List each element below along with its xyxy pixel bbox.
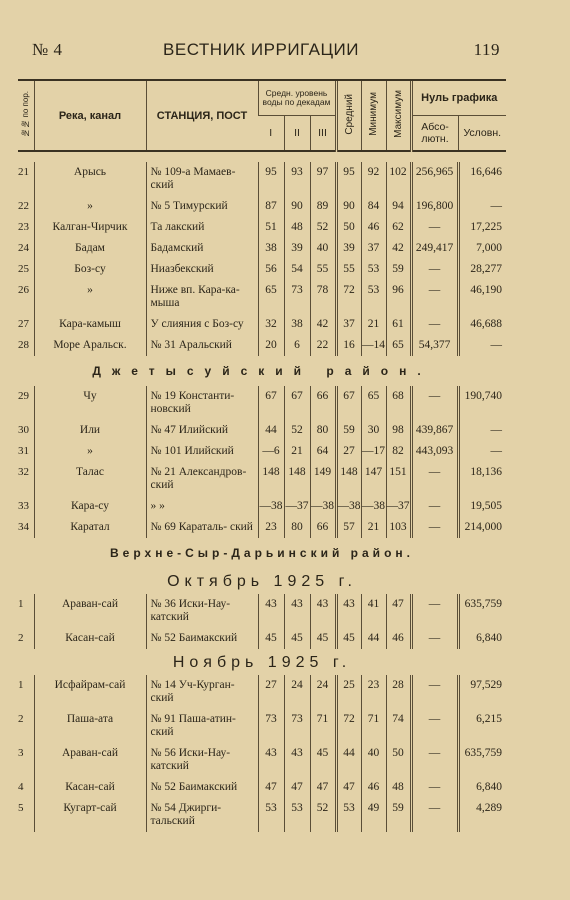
- cell-min: 53: [361, 259, 386, 280]
- table-row: [18, 280, 506, 314]
- cell-no: 3: [18, 747, 24, 759]
- cell-min: 53: [361, 280, 386, 314]
- cell-river: Калган-Чирчик: [34, 217, 146, 238]
- cell-cond: 635,759: [458, 594, 506, 628]
- cell-abs: —: [411, 798, 458, 832]
- cell-d1: 20: [258, 335, 284, 356]
- water-level-table: [18, 79, 506, 867]
- cell-min: —38: [361, 496, 386, 517]
- page-header: [22, 34, 500, 64]
- cell-station: Та лакский: [146, 217, 258, 238]
- cell-river: Бадам: [34, 238, 146, 259]
- cell-cond: 46,190: [458, 280, 506, 314]
- cell-cond: 6,840: [458, 628, 506, 649]
- cell-d1: 65: [258, 280, 284, 314]
- cell-min: —14: [361, 335, 386, 356]
- cell-no: 28: [18, 339, 29, 351]
- cell-max: 47: [386, 594, 411, 628]
- col-header-decades: Средн. уровень воды по декадам: [258, 81, 336, 116]
- cell-d2: 93: [284, 162, 310, 196]
- cell-station: № 109-а Мамаев- ский: [146, 162, 258, 196]
- cell-d3: 22: [310, 335, 336, 356]
- cell-d3: 80: [310, 420, 336, 441]
- cell-cond: 6,840: [458, 777, 506, 798]
- cell-cond: —: [458, 196, 506, 217]
- col-header-avg: Средний: [336, 81, 361, 151]
- month-title: Октябрь 1925 г.: [167, 572, 357, 590]
- cell-station: № 52 Баимакский: [146, 777, 258, 798]
- table-row: [18, 709, 506, 743]
- table-row: [18, 675, 506, 709]
- cell-min: 65: [361, 386, 386, 420]
- cell-avg: 55: [336, 259, 361, 280]
- cell-avg: 57: [336, 517, 361, 538]
- cell-cond: —: [458, 335, 506, 356]
- cell-no: 5: [18, 802, 24, 814]
- cell-river: Араван-сай: [34, 743, 146, 777]
- cell-d2: 21: [284, 441, 310, 462]
- cell-d1: 45: [258, 628, 284, 649]
- cell-min: 30: [361, 420, 386, 441]
- cell-station: № 5 Тимурский: [146, 196, 258, 217]
- cell-d2: 148: [284, 462, 310, 496]
- cell-d2: 24: [284, 675, 310, 709]
- cell-min: 84: [361, 196, 386, 217]
- cell-abs: —: [411, 496, 458, 517]
- cell-d3: 55: [310, 259, 336, 280]
- cell-min: 21: [361, 517, 386, 538]
- cell-avg: 47: [336, 777, 361, 798]
- cell-station: № 19 Константи- новский: [146, 386, 258, 420]
- cell-no: 34: [18, 521, 29, 533]
- cell-d2: 43: [284, 743, 310, 777]
- cell-d2: 80: [284, 517, 310, 538]
- cell-max: 48: [386, 777, 411, 798]
- cell-d1: 67: [258, 386, 284, 420]
- cell-cond: 6,215: [458, 709, 506, 743]
- cell-d3: —38: [310, 496, 336, 517]
- cell-max: 103: [386, 517, 411, 538]
- cell-station: У слияния с Боз-су: [146, 314, 258, 335]
- cell-d3: 64: [310, 441, 336, 462]
- cell-d2: 54: [284, 259, 310, 280]
- spacer-row: [18, 151, 506, 162]
- cell-min: 46: [361, 777, 386, 798]
- cell-abs: —: [411, 280, 458, 314]
- cell-d2: 90: [284, 196, 310, 217]
- cell-avg: 59: [336, 420, 361, 441]
- cell-station: » »: [146, 496, 258, 517]
- cell-d2: 73: [284, 280, 310, 314]
- cell-d1: 43: [258, 594, 284, 628]
- cell-no: 24: [18, 242, 29, 254]
- cell-cond: 7,000: [458, 238, 506, 259]
- table-row: [18, 441, 506, 462]
- cell-avg: 148: [336, 462, 361, 496]
- cell-d1: 38: [258, 238, 284, 259]
- cell-d3: 66: [310, 386, 336, 420]
- cell-max: 94: [386, 196, 411, 217]
- col-header-river: Река, канал: [34, 81, 146, 151]
- cell-d1: 56: [258, 259, 284, 280]
- cell-max: 102: [386, 162, 411, 196]
- cell-cond: —: [458, 441, 506, 462]
- cell-river: »: [34, 280, 146, 314]
- cell-min: —17: [361, 441, 386, 462]
- cell-station: № 69 Караталь- ский: [146, 517, 258, 538]
- table-row: [18, 217, 506, 238]
- cell-river: Арысь: [34, 162, 146, 196]
- cell-d1: 47: [258, 777, 284, 798]
- issue-number: № 4: [32, 40, 63, 59]
- cell-abs: —: [411, 386, 458, 420]
- section-heading: [18, 538, 506, 568]
- cell-max: 151: [386, 462, 411, 496]
- cell-river: »: [34, 196, 146, 217]
- cell-d1: 87: [258, 196, 284, 217]
- cell-d1: 51: [258, 217, 284, 238]
- col-header-cond: Условн.: [458, 116, 506, 152]
- cell-river: Боз-су: [34, 259, 146, 280]
- cell-avg: 27: [336, 441, 361, 462]
- cell-river: »: [34, 441, 146, 462]
- cell-max: 59: [386, 798, 411, 832]
- table-row: [18, 517, 506, 538]
- cell-d1: —38: [258, 496, 284, 517]
- table-row: [18, 420, 506, 441]
- cell-avg: 53: [336, 798, 361, 832]
- cell-avg: 72: [336, 709, 361, 743]
- cell-d2: 45: [284, 628, 310, 649]
- cell-river: Или: [34, 420, 146, 441]
- cell-d3: 66: [310, 517, 336, 538]
- cell-min: 40: [361, 743, 386, 777]
- cell-no: 2: [18, 713, 24, 725]
- col-header-abs: Абсо- лютн.: [411, 116, 458, 152]
- cell-avg: 43: [336, 594, 361, 628]
- cell-station: Бадамский: [146, 238, 258, 259]
- col-header-d2: II: [284, 116, 310, 152]
- cell-station: № 36 Иски-Нау- катский: [146, 594, 258, 628]
- cell-abs: —: [411, 777, 458, 798]
- cell-cond: 18,136: [458, 462, 506, 496]
- cell-d3: 42: [310, 314, 336, 335]
- cell-min: 71: [361, 709, 386, 743]
- cell-abs: —: [411, 517, 458, 538]
- cell-no: 1: [18, 598, 24, 610]
- cell-d2: 47: [284, 777, 310, 798]
- cell-max: 28: [386, 675, 411, 709]
- cell-max: 96: [386, 280, 411, 314]
- cell-station: № 47 Илийский: [146, 420, 258, 441]
- cell-max: 98: [386, 420, 411, 441]
- table-row: [18, 777, 506, 798]
- cell-abs: 196,800: [411, 196, 458, 217]
- cell-min: 92: [361, 162, 386, 196]
- cell-min: 44: [361, 628, 386, 649]
- cell-cond: 17,225: [458, 217, 506, 238]
- cell-abs: —: [411, 743, 458, 777]
- cell-max: 74: [386, 709, 411, 743]
- cell-d2: 39: [284, 238, 310, 259]
- cell-d1: 23: [258, 517, 284, 538]
- cell-abs: —: [411, 709, 458, 743]
- cell-max: 62: [386, 217, 411, 238]
- cell-station: № 52 Баимакский: [146, 628, 258, 649]
- cell-avg: 45: [336, 628, 361, 649]
- table-row: [18, 628, 506, 649]
- cell-d1: 32: [258, 314, 284, 335]
- cell-avg: 44: [336, 743, 361, 777]
- month-title: Ноябрь 1925 г.: [172, 653, 352, 671]
- cell-avg: 39: [336, 238, 361, 259]
- cell-cond: 635,759: [458, 743, 506, 777]
- cell-abs: —: [411, 259, 458, 280]
- table-row: [18, 238, 506, 259]
- cell-avg: —38: [336, 496, 361, 517]
- cell-river: Исфайрам-сай: [34, 675, 146, 709]
- cell-no: 30: [18, 424, 29, 436]
- cell-d3: 43: [310, 594, 336, 628]
- cell-cond: 16,646: [458, 162, 506, 196]
- journal-title: ВЕСТНИК ИРРИГАЦИИ: [163, 40, 359, 59]
- col-header-zero: Нуль графика: [411, 81, 506, 116]
- cell-station: № 56 Иски-Нау- катский: [146, 743, 258, 777]
- section-title: Верхне-Сыр-Дарьинский район.: [110, 545, 414, 560]
- table-row: [18, 496, 506, 517]
- cell-d3: 52: [310, 217, 336, 238]
- cell-no: 22: [18, 200, 29, 212]
- cell-d1: 53: [258, 798, 284, 832]
- cell-max: 42: [386, 238, 411, 259]
- page-number: 119: [473, 40, 500, 59]
- cell-min: 49: [361, 798, 386, 832]
- cell-river: Касан-сай: [34, 628, 146, 649]
- cell-river: Кугарт-сай: [34, 798, 146, 832]
- cell-river: Талас: [34, 462, 146, 496]
- cell-d3: 40: [310, 238, 336, 259]
- month-heading: [18, 568, 506, 594]
- cell-max: 59: [386, 259, 411, 280]
- cell-d2: 73: [284, 709, 310, 743]
- cell-station: № 91 Паша-атин- ский: [146, 709, 258, 743]
- cell-d3: 45: [310, 743, 336, 777]
- cell-station: № 31 Аральский: [146, 335, 258, 356]
- cell-d3: 24: [310, 675, 336, 709]
- cell-d2: 38: [284, 314, 310, 335]
- cell-max: 82: [386, 441, 411, 462]
- cell-avg: 72: [336, 280, 361, 314]
- cell-no: 2: [18, 632, 24, 644]
- table-row: [18, 386, 506, 420]
- cell-abs: 256,965: [411, 162, 458, 196]
- cell-max: 46: [386, 628, 411, 649]
- cell-d2: —37: [284, 496, 310, 517]
- col-header-max: Максимум: [386, 81, 411, 151]
- cell-no: 26: [18, 284, 29, 296]
- cell-cond: 19,505: [458, 496, 506, 517]
- table-row: [18, 594, 506, 628]
- cell-abs: —: [411, 314, 458, 335]
- cell-station: № 21 Александров- ский: [146, 462, 258, 496]
- cell-station: Ниже вп. Кара-ка- мыша: [146, 280, 258, 314]
- table-row: [18, 196, 506, 217]
- cell-d3: 149: [310, 462, 336, 496]
- cell-no: 29: [18, 390, 29, 402]
- cell-cond: 46,688: [458, 314, 506, 335]
- cell-avg: 16: [336, 335, 361, 356]
- cell-no: 1: [18, 679, 24, 691]
- cell-river: Каратал: [34, 517, 146, 538]
- table-body: [18, 151, 506, 832]
- col-header-d3: III: [310, 116, 336, 152]
- cell-d3: 47: [310, 777, 336, 798]
- cell-river: Араван-сай: [34, 594, 146, 628]
- col-header-d1: I: [258, 116, 284, 152]
- cell-d3: 71: [310, 709, 336, 743]
- cell-no: 4: [18, 781, 24, 793]
- col-header-min: Минимум: [361, 81, 386, 151]
- table-row: [18, 259, 506, 280]
- cell-river: Паша-ата: [34, 709, 146, 743]
- table-row: [18, 162, 506, 196]
- table-row: [18, 462, 506, 496]
- section-heading: [18, 356, 506, 386]
- cell-no: 32: [18, 466, 29, 478]
- table-header: [18, 81, 506, 151]
- cell-river: Касан-сай: [34, 777, 146, 798]
- section-title: Джетысуйский район.: [92, 363, 432, 378]
- col-header-station: СТАНЦИЯ, ПОСТ: [146, 81, 258, 151]
- cell-min: 46: [361, 217, 386, 238]
- cell-cond: 4,289: [458, 798, 506, 832]
- cell-no: 33: [18, 500, 29, 512]
- cell-river: Кара-су: [34, 496, 146, 517]
- cell-max: 61: [386, 314, 411, 335]
- cell-min: 37: [361, 238, 386, 259]
- cell-no: 21: [18, 166, 29, 178]
- cell-d2: 43: [284, 594, 310, 628]
- cell-cond: 190,740: [458, 386, 506, 420]
- cell-abs: 54,377: [411, 335, 458, 356]
- cell-cond: 28,277: [458, 259, 506, 280]
- cell-station: Ниазбекский: [146, 259, 258, 280]
- cell-d2: 52: [284, 420, 310, 441]
- month-heading: [18, 649, 506, 675]
- cell-max: 68: [386, 386, 411, 420]
- cell-cond: —: [458, 420, 506, 441]
- col-header-no: №№ по пор.: [21, 90, 31, 138]
- table-row: [18, 335, 506, 356]
- cell-min: 21: [361, 314, 386, 335]
- cell-river: Чу: [34, 386, 146, 420]
- cell-abs: —: [411, 462, 458, 496]
- cell-min: 147: [361, 462, 386, 496]
- cell-station: № 101 Илийский: [146, 441, 258, 462]
- cell-d2: 53: [284, 798, 310, 832]
- table-row: [18, 743, 506, 777]
- cell-d1: 44: [258, 420, 284, 441]
- cell-avg: 50: [336, 217, 361, 238]
- cell-no: 31: [18, 445, 29, 457]
- cell-abs: —: [411, 217, 458, 238]
- cell-no: 27: [18, 318, 29, 330]
- cell-max: 65: [386, 335, 411, 356]
- cell-abs: —: [411, 594, 458, 628]
- cell-d2: 48: [284, 217, 310, 238]
- cell-d2: 67: [284, 386, 310, 420]
- cell-d1: 148: [258, 462, 284, 496]
- cell-d1: —6: [258, 441, 284, 462]
- cell-min: 23: [361, 675, 386, 709]
- cell-avg: 37: [336, 314, 361, 335]
- cell-d3: 52: [310, 798, 336, 832]
- cell-abs: 249,417: [411, 238, 458, 259]
- cell-avg: 25: [336, 675, 361, 709]
- cell-avg: 90: [336, 196, 361, 217]
- cell-river: Кара-камыш: [34, 314, 146, 335]
- cell-avg: 95: [336, 162, 361, 196]
- cell-abs: 439,867: [411, 420, 458, 441]
- cell-station: № 54 Джирги- тальский: [146, 798, 258, 832]
- cell-d1: 43: [258, 743, 284, 777]
- cell-no: 23: [18, 221, 29, 233]
- cell-d3: 45: [310, 628, 336, 649]
- cell-d1: 73: [258, 709, 284, 743]
- cell-d2: 6: [284, 335, 310, 356]
- cell-station: № 14 Уч-Курган- ский: [146, 675, 258, 709]
- cell-d1: 27: [258, 675, 284, 709]
- cell-abs: —: [411, 628, 458, 649]
- cell-abs: —: [411, 675, 458, 709]
- cell-d3: 89: [310, 196, 336, 217]
- cell-max: —37: [386, 496, 411, 517]
- cell-cond: 214,000: [458, 517, 506, 538]
- table-row: [18, 798, 506, 832]
- cell-d1: 95: [258, 162, 284, 196]
- cell-avg: 67: [336, 386, 361, 420]
- cell-abs: 443,093: [411, 441, 458, 462]
- cell-d3: 78: [310, 280, 336, 314]
- cell-max: 50: [386, 743, 411, 777]
- cell-river: Море Аральск.: [34, 335, 146, 356]
- cell-cond: 97,529: [458, 675, 506, 709]
- cell-d3: 97: [310, 162, 336, 196]
- cell-min: 41: [361, 594, 386, 628]
- cell-no: 25: [18, 263, 29, 275]
- table-row: [18, 314, 506, 335]
